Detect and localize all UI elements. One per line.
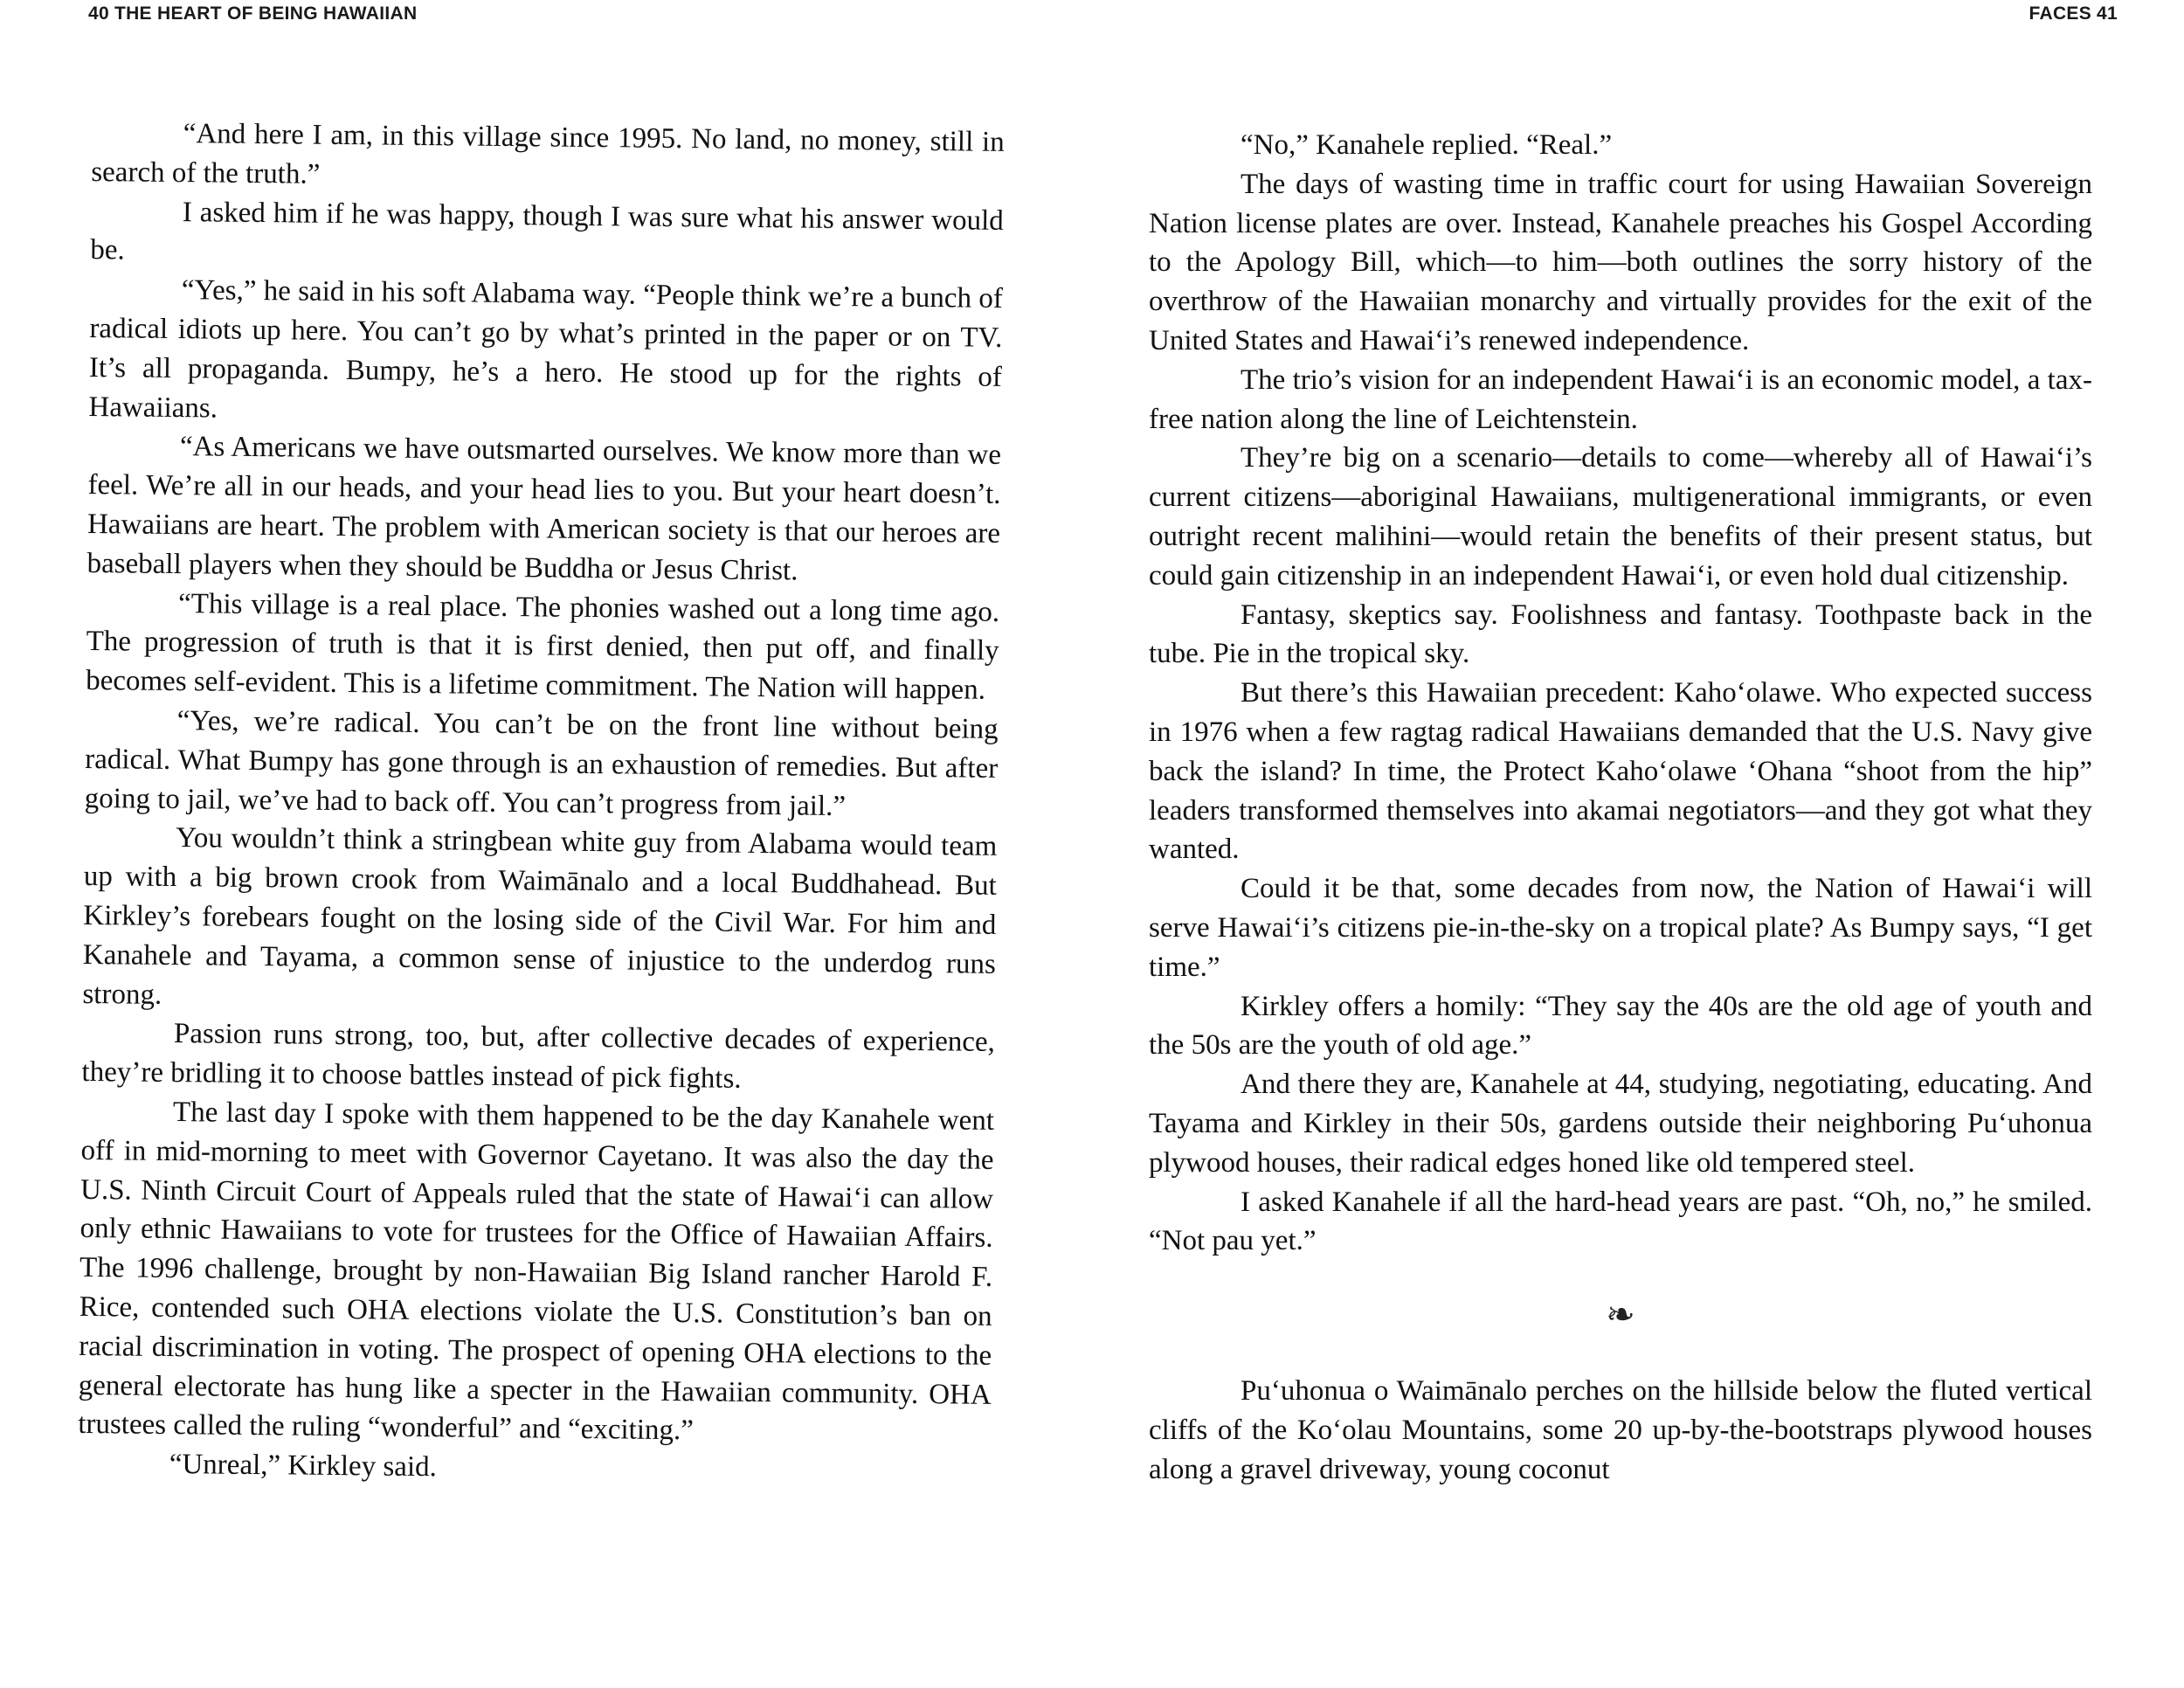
paragraph: “Yes, we’re radical. You can’t be on the front line without being radical. What Bumpy has gone through is an exhaustion of remedies. But after going to jail, we’ve had to back off. You can’t progress from jail.” xyxy=(84,705,999,822)
paragraph: And there they are, Kanahele at 44, studying, negotiating, educating. And Tayama and Kirkley in their 50s, gardens outside their neighboring Pu‘uhonua plywood houses, their radical edges honed like old tempered steel. xyxy=(1149,1069,2092,1179)
right-running-title: FACES xyxy=(2028,3,2092,24)
paragraph: Passion runs strong, too, but, after collective decades of experience, they’re bridling it to choose battles instead of pick fights. xyxy=(81,1018,996,1095)
left-body-text xyxy=(78,114,1005,1493)
paragraph: But there’s this Hawaiian precedent: Kaho‘olawe. Who expected success in 1976 when a few ragtag radical Hawaiians demanded that the U.S. Navy give back the island? In time, the Protect Kaho‘olawe ‘Ohana “shoot from the hip” leaders transformed themselves into akamai negotiators—and they got what they wanted. xyxy=(1149,677,2092,866)
paragraph: Could it be that, some decades from now, the Nation of Hawai‘i will serve Hawai‘i’s citizens pie-in-the-sky on a tropical plate? As Bumpy says, “I get time.” xyxy=(1149,873,2092,983)
left-running-head xyxy=(83,3,417,24)
paragraph: They’re big on a scenario—details to come—whereby all of Hawai‘i’s current citizens—aboriginal Hawaiians, multigenerational immigrants, or even outright recent malihini—would retain the benefits of their present status, but could gain citizenship in an independent Hawai‘i, or even hold dual citizenship. xyxy=(1149,442,2092,591)
left-running-title: THE HEART OF BEING HAWAIIAN xyxy=(114,3,418,24)
right-body-text xyxy=(1149,126,2092,1489)
paragraph: The last day I spoke with them happened to be the day Kanahele went off in mid-morning to meet with Governor Cayetano. It was also the day the U.S. Ninth Circuit Court of Appeals ruled that the state of Hawai‘i can allow only ethnic Hawaiians to vote for trustees for the Office of Hawaiian Affairs. The 1996 challenge, brought by non-Hawaiian Big Island rancher Harold F. Rice, contended such OHA elections violate the U.S. Constitution’s ban on racial discrimination in voting. The prospect of opening OHA elections to the general electorate has hung like a specter in the Hawaiian community. OHA trustees called the ruling “wonderful” and “exciting.” xyxy=(78,1096,995,1447)
paragraph: “This village is a real place. The phonies washed out a long time ago. The progression of truth is that it is first denied, then put off, and finally becomes self-evident. This is a lifetime commitment. The Nation will happen. xyxy=(86,587,1000,706)
right-page-number: 41 xyxy=(2097,3,2118,24)
paragraph: The trio’s vision for an independent Hawai‘i is an economic model, a tax-free nation along the line of Leichtenstein. xyxy=(1149,363,2092,435)
right-running-head xyxy=(2029,3,2123,24)
right-page xyxy=(1092,0,2184,1688)
paragraph: Kirkley offers a homily: “They say the 40s are the old age of youth and the 50s are the youth of old age.” xyxy=(1149,990,2092,1062)
paragraph: Fantasy, skeptics say. Foolishness and fantasy. Toothpaste back in the tube. Pie in the tropical sky. xyxy=(1149,598,2092,670)
left-page xyxy=(0,0,1075,1688)
paragraph: “Yes,” he said in his soft Alabama way. “People think we’re a bunch of radical idiots up here. You can’t go by what’s printed in the paper or on TV. It’s all propaganda. Bumpy, he’s a hero. He stood up for the rights of Hawaiians. xyxy=(88,274,1004,425)
paragraph: You wouldn’t think a stringbean white guy from Alabama would team up with a big brown crook from Waimānalo and a local Buddhahead. But Kirkley’s forebears fought on the losing side of the Civil War. For him and Kanahele and Tayama, a common sense of injustice to the underdog runs strong. xyxy=(82,822,998,1011)
closing-paragraph: Pu‘uhonua o Waimānalo perches on the hillside below the fluted vertical cliffs of the Ko‘olau Mountains, some 20 up-by-the-bootstraps plywood houses along a gravel driveway, young coconut xyxy=(1149,1374,2092,1485)
paragraph: “No,” Kanahele replied. “Real.” xyxy=(1241,129,1613,161)
paragraph: “And here I am, in this village since 1995. No land, no money, still in search of the truth.” xyxy=(91,118,1005,190)
paragraph: I asked him if he was happy, though I was sure what his answer would be. xyxy=(90,196,1004,266)
paragraph: The days of wasting time in traffic court for using Hawaiian Sovereign Nation license plates are over. Instead, Kanahele preaches his Gospel According to the Apology Bill, which—to him—both outlines the sorry history of the overthrow of the Hawaiian monarchy and virtually provides for the exit of the United States and Hawai‘i’s renewed independence. xyxy=(1149,168,2092,356)
left-page-number: 40 xyxy=(88,3,109,24)
section-break-ornament-icon: ❧ xyxy=(1606,1295,1635,1335)
paragraph: “Unreal,” Kirkley said. xyxy=(169,1449,438,1484)
paragraph: I asked Kanahele if all the hard-head years are past. “Oh, no,” he smiled. “Not pau yet.” xyxy=(1149,1186,2092,1257)
paragraph: “As Americans we have outsmarted ourselves. We know more than we feel. We’re all in our heads, and your head lies to you. But your heart doesn’t. Hawaiians are heart. The problem with American society is that our heroes are baseball players when they should be Buddha or Jesus Christ. xyxy=(86,431,1002,587)
